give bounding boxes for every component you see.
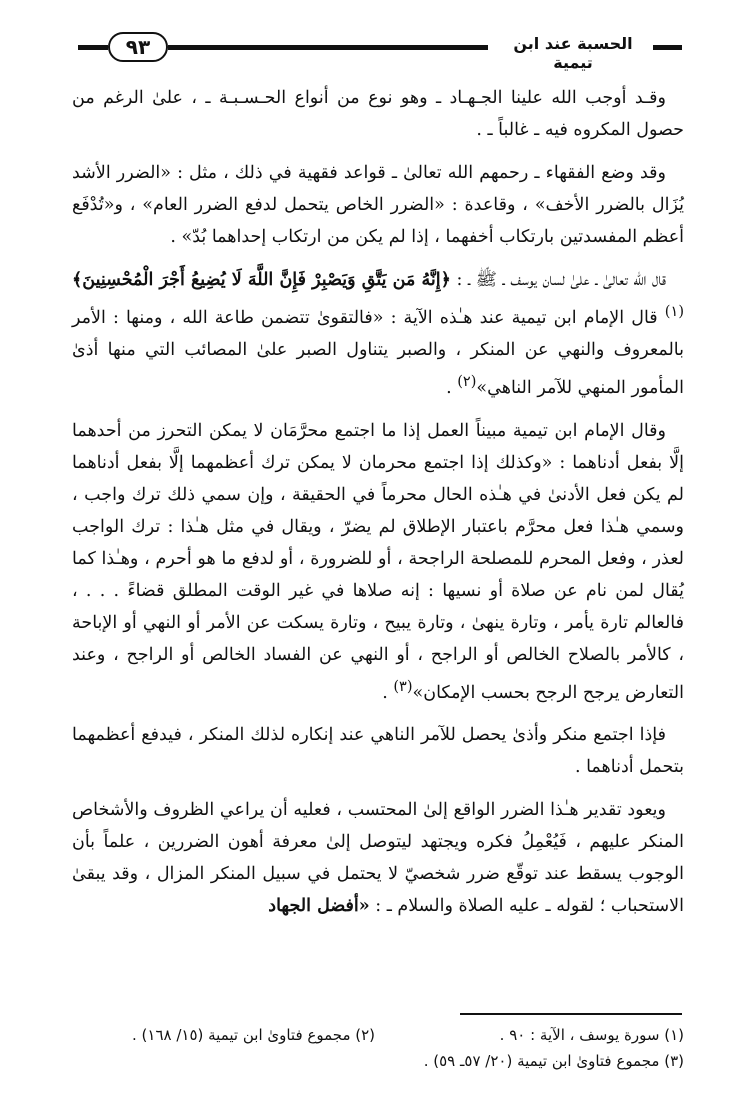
page-number: ٩٣	[108, 32, 168, 62]
page-header	[78, 30, 682, 72]
footnote-ref-1: (١)	[664, 303, 684, 320]
footnote-separator	[460, 1013, 682, 1015]
paragraph-6-text: ويعود تقدير هـٰذا الضرر الواقع إلىٰ المحتسب ، فعليه أن يراعي الظروف والأشخاص المنكر عليهم ، فَيُعْمِلُ فكره ويجتهد ليتوصل إلىٰ معرفة أهون الضررين ، علماً بأن الوجوب يسقط عند توقّع ضرر شخصيّ لا يحتمل في سبيل المنكر المزال ، وقد يبقىٰ الاستحباب ؛ لقوله ـ عليه الصلاة والسلام ـ :	[72, 800, 684, 917]
footnote-2: (٢) مجموع فتاوىٰ ابن تيمية (١٥/ ١٦٨) .	[132, 1026, 376, 1044]
header-rule-middle	[168, 45, 488, 50]
header-rule-right	[653, 45, 682, 50]
hadith-start: «أفضل الجهاد	[268, 896, 370, 917]
paragraph-2: وقد وضع الفقهاء ـ رحمهم الله تعالىٰ ـ قواعد فقهية في ذلك ، مثل : «الضرر الأشد يُزَال بالضرر الأخف» ، وقاعدة : «الضرر الخاص يتحمل لدفع الضرر العام» ، و«تُدْفَع أعظم المفسدتين بارتكاب أخفهما ، إذا لم يكن من ارتكاب إحداهما بُدّ» .	[72, 163, 684, 247]
footnote-ref-3: (٣)	[393, 677, 413, 695]
footnote-ref-2: (٢)	[457, 372, 477, 390]
running-title: الحسبة عند ابن تيمية	[513, 34, 633, 72]
paragraph-1: وقـد أوجب الله علينا الجـهـاد ـ وهو نوع من أنواع الحـسـبـة ـ ، علىٰ الرغم من حصول المكروه فيه ـ غالباً ـ .	[72, 88, 684, 140]
quote-ibn-taymiyyah-1: قال الإمام ابن تيمية عند هـٰذه الآية : «فالتقوىٰ تتضمن طاعة الله ، ومنها : الأمر بالمعروف والنهي عن المنكر ، والصبر يتناول الصبر علىٰ المصائب التي منها أذىٰ المأمور المنهي للآمر الناهي»	[72, 307, 684, 398]
paragraph-4-end: .	[382, 682, 394, 703]
paragraph-3-end: .	[446, 377, 458, 398]
paragraph-4	[72, 415, 684, 709]
footnotes	[72, 1022, 684, 1074]
paragraph-3	[72, 264, 684, 404]
paragraph-6	[72, 794, 684, 922]
footnote-1: (١) سورة يوسف ، الآية : ٩٠ .	[499, 1026, 684, 1044]
footnote-3: (٣) مجموع فتاوىٰ ابن تيمية (٢٠/ ٥٧ـ ٥٩) .	[423, 1052, 684, 1070]
quote-ibn-taymiyyah-2: وقال الإمام ابن تيمية مبيناً العمل إذا ما اجتمع محرَّمَان لا يمكن التحرز من أحدهما إلَّا بفعل أدناهما : «وكذلك إذا اجتمع محرمان لا يمكن ترك أعظمهما إلَّا بفعل أدناهما لم يكن فعل الأدنىٰ في هـٰذه الحال محرماً في الحقيقة ، وإن سمي ذلك ترك واجب ، وسمي هـٰذا فعل محرَّم باعتبار الإطلاق لم يضرّ ، ويقال في مثل هـٰذا : ترك الواجب لعذر ، وفعل المحرم للمصلحة الراجحة ، أو للضرورة ، أو لدفع ما هو أحرم ، وهـٰذا كما يُقال لمن نام عن صلاة أو نسيها : إنه صلاها في غير الوقت المطلق قضاءً . . . ، فالعالم تارة يأمر ، وتارة ينهىٰ ، وتارة يبيح ، وتارة يسكت عن الأمر أو النهي أو الإباحة ، كالأمر بالصلاح الخالص أو الراجح ، أو النهي عن الفساد الخالص أو الراجح ، وعند التعارض يرجح الرجح بحسب الإمكان»	[72, 420, 684, 703]
footnote-row-1	[72, 1022, 684, 1048]
verse-intro: قال الله تعالىٰ ـ علىٰ لسان يوسف ـ ﷺ ـ :	[456, 270, 666, 290]
footnote-row-2	[72, 1048, 684, 1074]
paragraph-5: فإذا اجتمع منكر وأذىٰ يحصل للآمر الناهي عند إنكاره لذلك المنكر ، فيدفع أعظمهما بتحمل أدناهما .	[72, 725, 684, 778]
header-rule-left	[78, 45, 108, 50]
main-text	[72, 82, 684, 933]
quran-verse: ﴿إِنَّهُ مَن يَتَّقِ وَيَصْبِرْ فَإِنَّ اللَّهَ لَا يُضِيعُ أَجْرَ الْمُحْسِنِينَ﴾	[72, 270, 451, 290]
